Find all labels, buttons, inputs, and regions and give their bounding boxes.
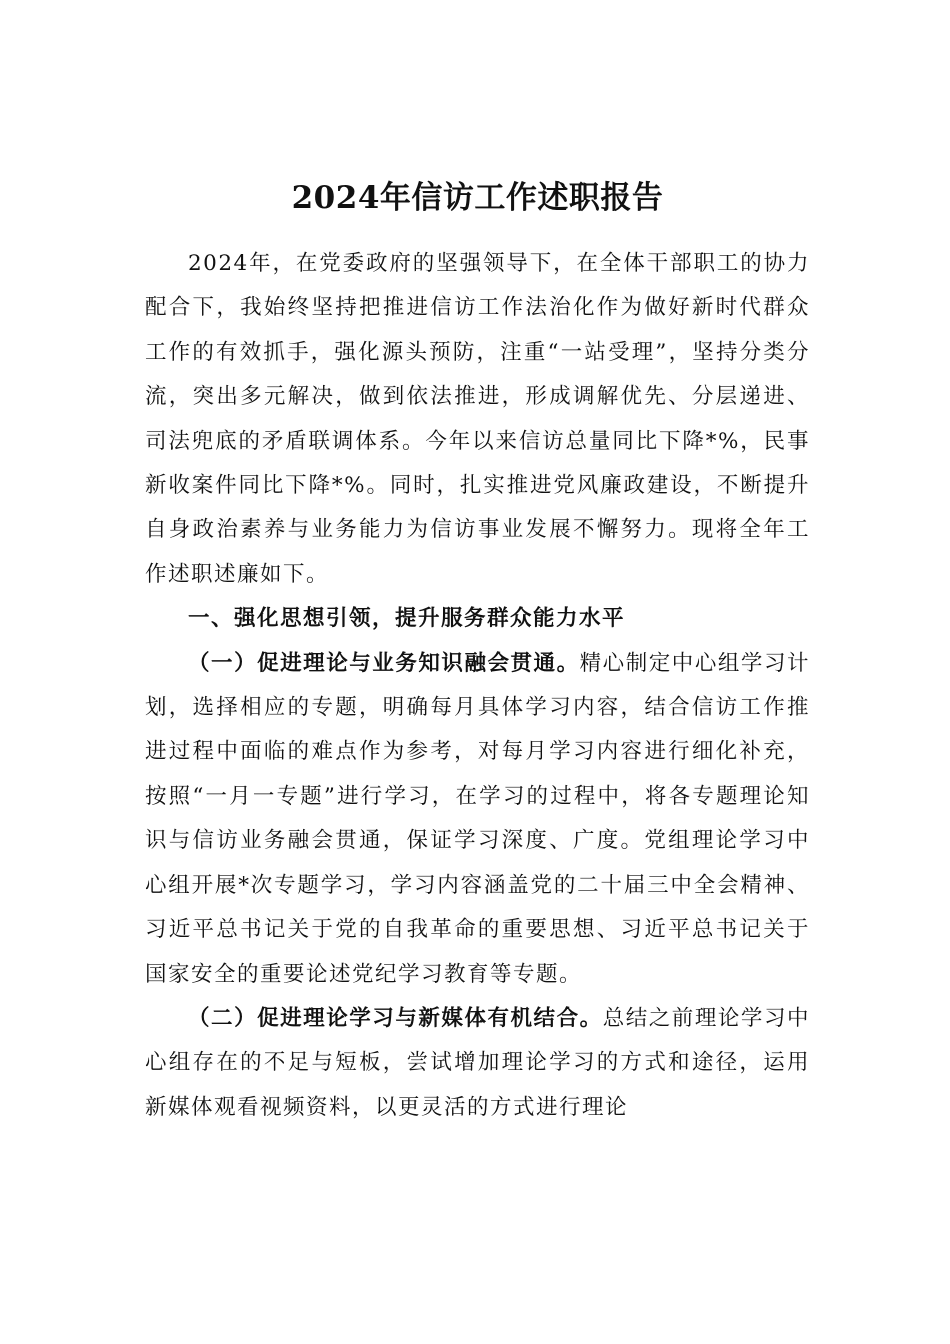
section-1-item-1-lead: （一）促进理论与业务知识融会贯通。 — [188, 650, 580, 676]
section-1-item-1-paragraph — [145, 642, 810, 997]
section-1-heading: 一、强化思想引领，提升服务群众能力水平 — [188, 606, 626, 632]
document-body — [145, 172, 810, 1130]
document-title: 2024年信访工作述职报告 — [291, 180, 664, 216]
section-1-item-2-paragraph — [145, 997, 810, 1130]
section-1-item-1-body: 精心制定中心组学习计划，选择相应的专题，明确每月具体学习内容，结合信访工作推进过程中面临的难点作为参考，对每月学习内容进行细化补充，按照“一月一专题”进行学习，在学习的过程中，将各专题理论知识与信访业务融会贯通，保证学习深度、广度。党组理论学习中心组开展*次专题学习，学习内容涵盖党的二十届三中全会精神、习近平总书记关于党的自我革命的重要思想、习近平总书记关于国家安全的重要论述党纪学习教育等专题。 — [145, 650, 810, 987]
section-1-item-2-body: 总结之前理论学习中心组存在的不足与短板，尝试增加理论学习的方式和途径，运用新媒体观看视频资料，以更灵活的方式进行理论 — [145, 1005, 810, 1120]
intro-paragraph: 2024年，在党委政府的坚强领导下，在全体干部职工的协力配合下，我始终坚持把推进信访工作法治化作为做好新时代群众工作的有效抓手，强化源头预防，注重“一站受理”，坚持分类分流，突出多元解决，做到依法推进，形成调解优先、分层递进、司法兜底的矛盾联调体系。今年以来信访总量同比下降*%，民事新收案件同比下降*%。同时，扎实推进党风廉政建设，不断提升自身政治素养与业务能力为信访事业发展不懈努力。现将全年工作述职述廉如下。 — [145, 251, 810, 587]
section-1-item-2-lead: （二）促进理论学习与新媒体有机结合。 — [188, 1005, 603, 1031]
